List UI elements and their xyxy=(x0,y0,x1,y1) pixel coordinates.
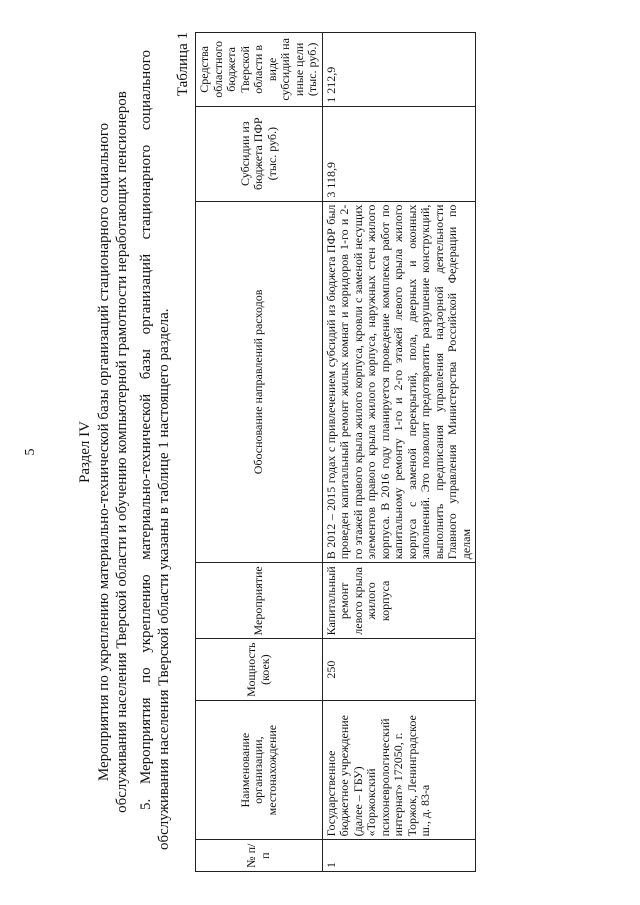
header-activity: Мероприятие xyxy=(196,563,323,639)
header-org: Наименование организации, местонахождение xyxy=(196,700,323,840)
table-row xyxy=(322,33,476,872)
header-capacity: Мощность (коек) xyxy=(196,639,323,700)
document-page xyxy=(15,12,625,892)
cell-rationale: В 2012 – 2015 годах с привлечением субсидий из бюджета ПФР был проведен капитальный ремонт жилых комнат и коридоров 1-го и 2-го этажей правого крыла жилого корпуса, кровли с заменой несущих элементов правого крыла жилого корпуса, наружных стен жилого корпуса. В 2016 году планируется проведение комплекса работ по капитальному ремонту 1-го и 2-го этажей левого крыла жилого корпуса с заменой перекрытий, пола, дверных и оконных заполнений. Это позволит предотвратить разрушение конструкций, выполнить предписания управления надзорной деятельности Главного управления Министерства Российской Федерации по делам xyxy=(322,201,476,563)
page-number: 5 xyxy=(23,448,38,456)
table-caption: Таблица 1 xyxy=(175,32,191,97)
intro-paragraph: 5. Мероприятия по укреплению материально-технической базы организаций стационарного социального обслуживания населения Тверской области указаны в таблице 1 настоящего раздела. xyxy=(138,50,172,850)
header-pfr: Субсидии из бюджета ПФР (тыс. руб.) xyxy=(196,106,323,201)
section-title: Раздел IV xyxy=(77,421,93,484)
table-header-row xyxy=(196,33,323,872)
header-num: № п/п xyxy=(196,840,323,872)
expenditure-table xyxy=(195,32,476,872)
header-rationale: Обоснование направлений расходов xyxy=(196,201,323,563)
cell-num: 1 xyxy=(322,840,476,872)
header-regional: Средства областного бюджета Тверской области в виде субсидий на иные цели (тыс. руб.) xyxy=(196,33,323,107)
cell-org: Государственное бюджетное учреждение (далее – ГБУ) «Торжокский психоневрологический интернат» 172050, г. Торжок, Ленинградское ш., д. 83-а xyxy=(322,700,476,840)
cell-activity: Капитальный ремонт левого крыла жилого корпуса xyxy=(322,563,476,639)
cell-pfr: 3 118,9 xyxy=(322,106,476,201)
section-subtitle: Мероприятия по укреплению материально-технической базы организаций стационарного социального обслуживания населения Тверской области и обучению компьютерной грамотности неработающих пенсионеров xyxy=(96,91,130,813)
cell-capacity: 250 xyxy=(322,639,476,700)
cell-regional: 1 212,9 xyxy=(322,33,476,107)
